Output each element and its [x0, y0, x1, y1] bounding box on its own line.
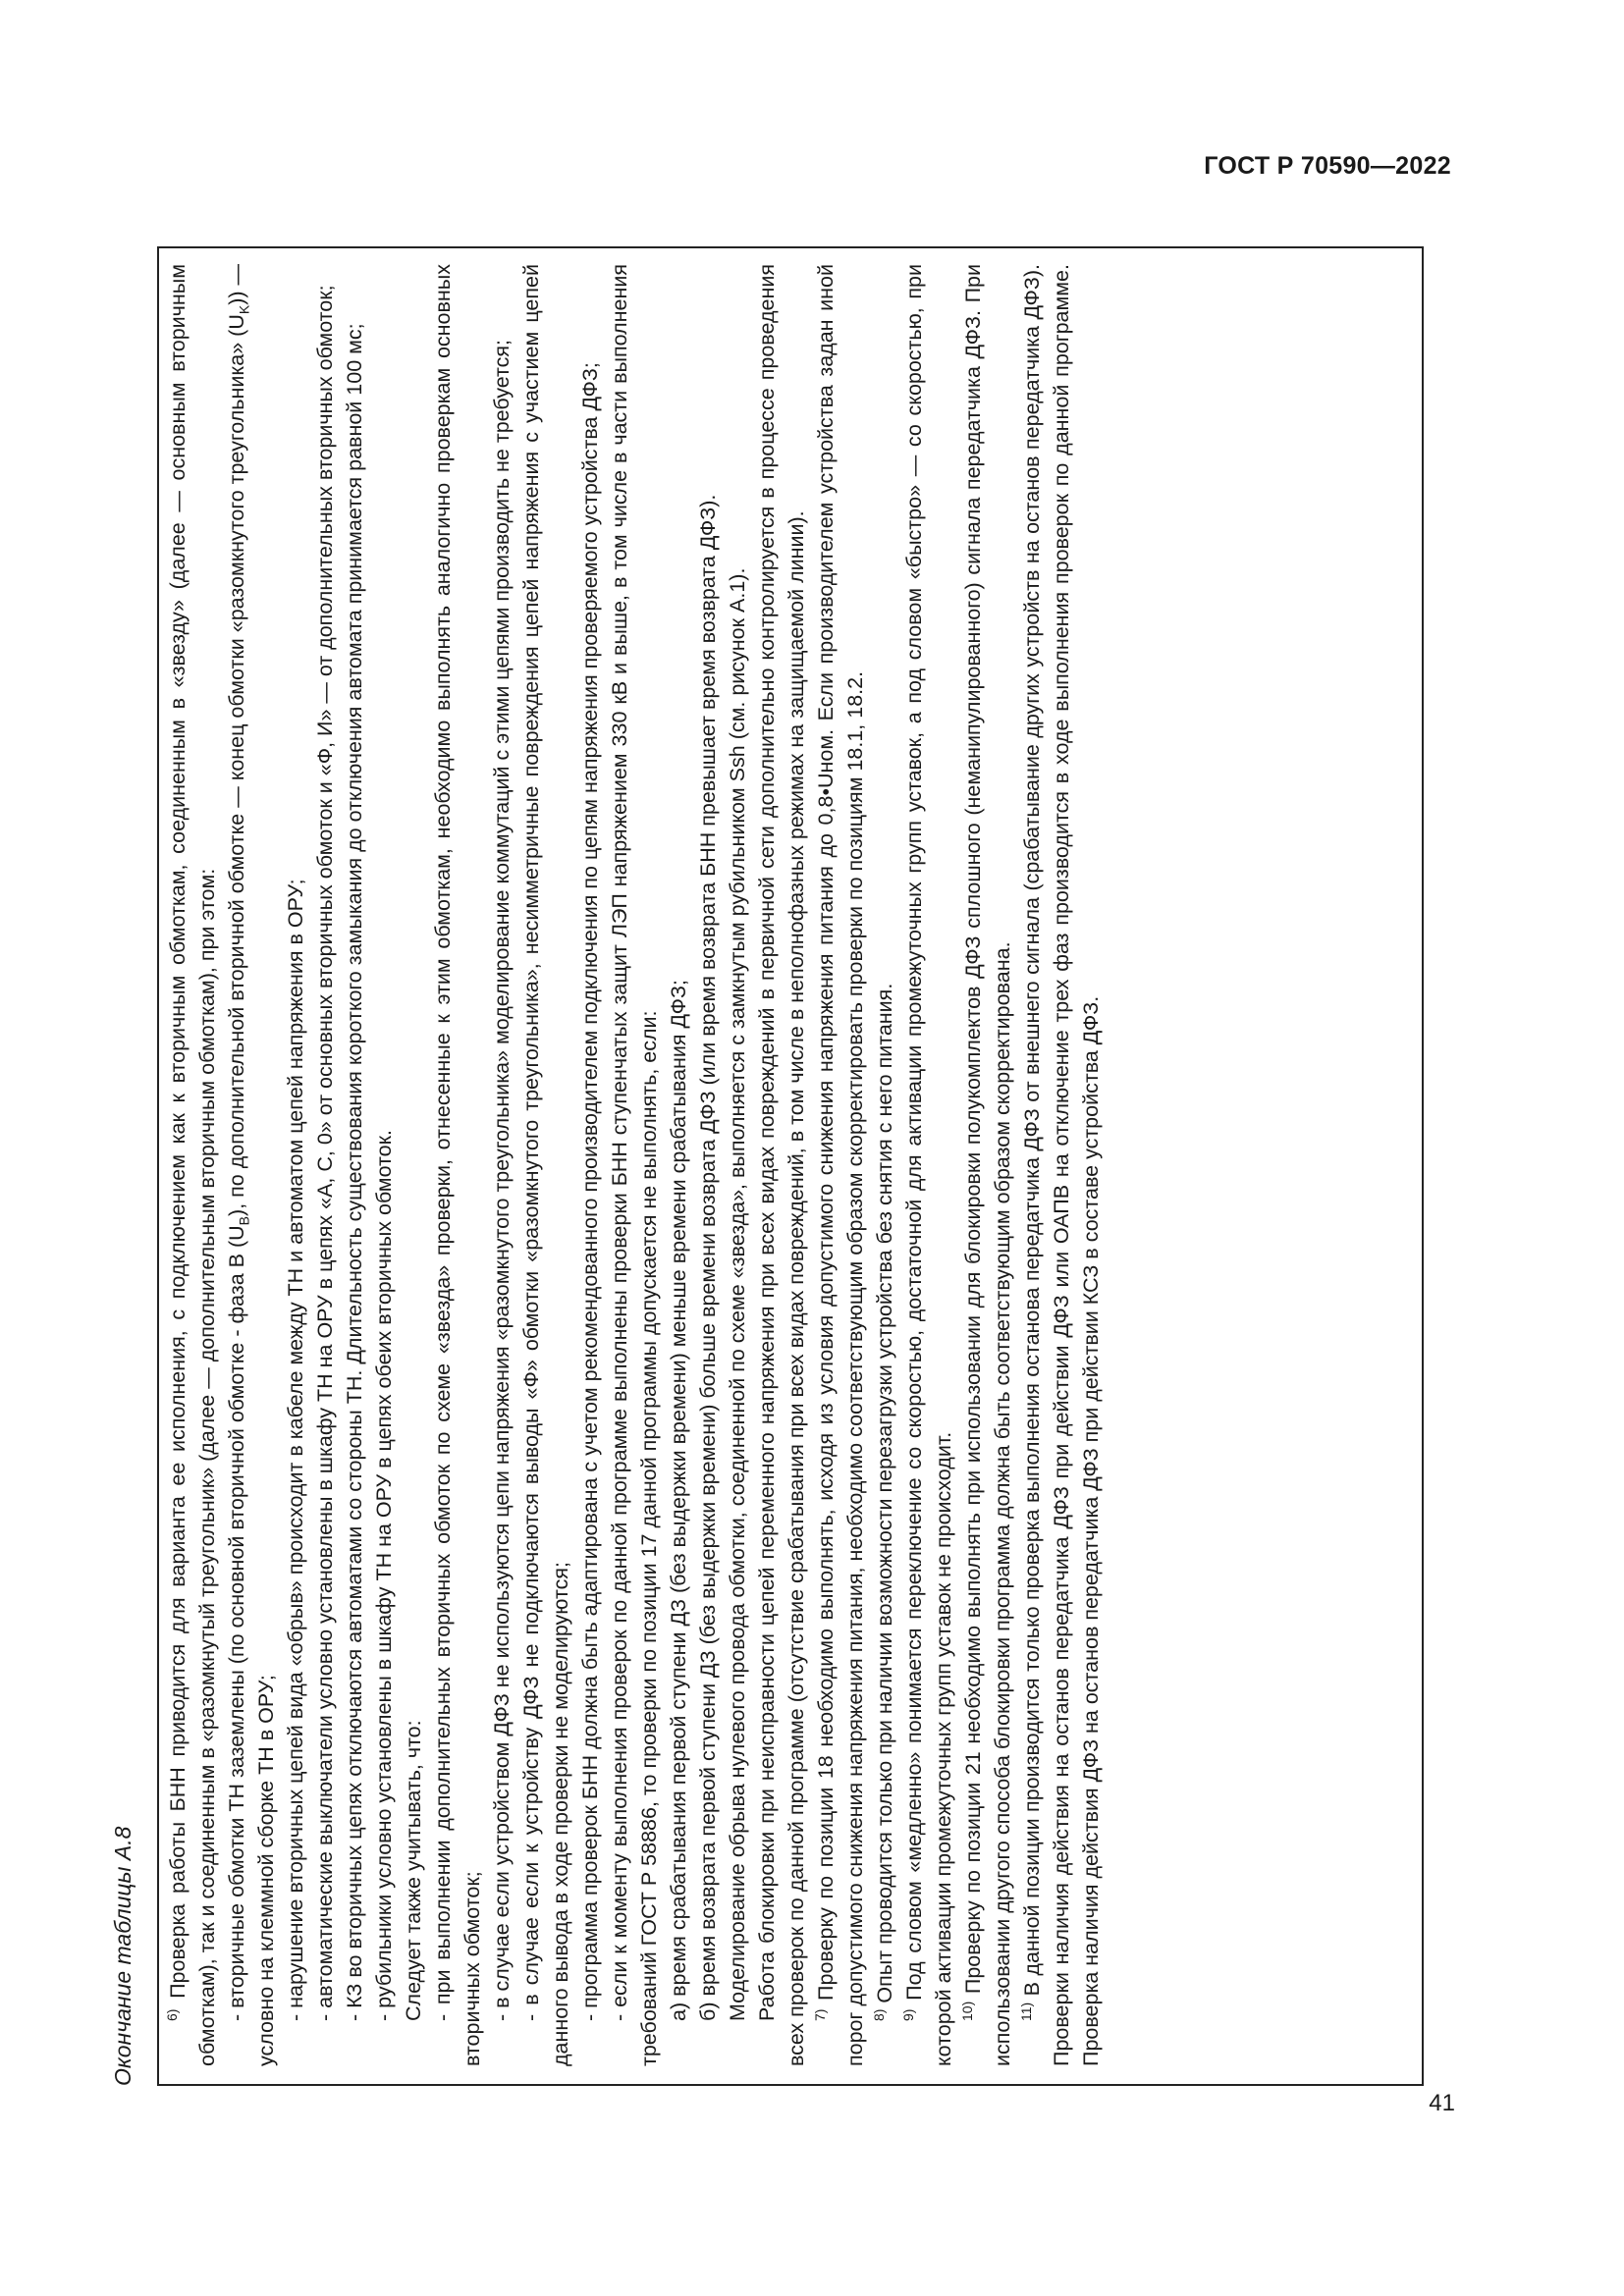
footnote-line: - если к моменту выполнения проверок по данной программе выполнены проверки БНН ступенчатых защит ЛЭП напряжением 330 кВ и выше, в том числе в части выполнения требований ГОСТ Р 58886, то проверки по позиции 17 данной программы допускается не выполнять, если:: [608, 264, 661, 2066]
footnote-text: Проверку по позиции 18 необходимо выполнять, исходя из условия допустимого снижения напряжения питания до 0,8•Uном. Если производителем устройства задан иной порог допустимого снижения напряжения питания, необходимо соответствующим образом скорректировать проверки по позициям 18.1, 18.2.: [814, 264, 867, 2066]
footnote-line: - нарушение вторичных цепей вида «обрыв» происходит в кабеле между ТН и автоматом цепей напряжения в ОРУ;: [284, 879, 307, 2021]
footnote-mark: 7): [811, 2008, 828, 2021]
footnote-9: [899, 264, 958, 2066]
footnote-line: - в случае если к устройству ДФЗ не подключаются выводы «Ф» обмотки «разомкнутого треугольника», несимметричные повреждения цепей напряжения с участием цепей данного вывода в ходе проверки не моделируются;: [519, 264, 572, 2066]
footnote-line: Моделирование обрыва нулевого провода обмотки, соединенной по схеме «звезда», выполняется с замкнутым рубильником Ssh (см. рисунок А.1).: [726, 567, 749, 2021]
footnote-text: - вторичные обмотки ТН заземлены (по основной вторичной обмотке - фаза B (U: [225, 1225, 248, 2021]
footnote-text: Проверка работы БНН приводится для варианта ее исполнения, с подключением как к вторичным обмоткам, соединенным в «звезду» (далее — основным вторичным обмоткам), так и соединенным в «разомкнутый треугольник» (далее — дополнительным вторичным обмоткам), при этом:: [166, 264, 219, 2066]
footnote-line: - в случае если устройством ДФЗ не используются цепи напряжения «разомкнутого треугольника» моделирование коммутаций с этими цепями производить не требуется;: [490, 340, 514, 2021]
footnotes-table: [157, 246, 1424, 2086]
footnote-text: )) — условно на клеммной сборке ТН в ОРУ;: [225, 263, 278, 2066]
footnote-8: [870, 264, 899, 2066]
footnote-mark: 6): [163, 2008, 180, 2021]
footnote-mark: 11): [1017, 2002, 1034, 2021]
footnote-7: [811, 264, 870, 2066]
footnote-10: [958, 264, 1017, 2066]
footnote-line: Работа блокировки при неисправности цепей переменного напряжения при всех видах повреждений в первичной сети дополнительно контролируется в процессе проведения всех проверок по данной программе (отсутствие срабатывания при всех видах повреждений, в том числе в неполнофазных режимах на защищаемой линии).: [755, 264, 808, 2066]
footnote-6: [163, 264, 222, 2066]
footnote-mark: 8): [870, 2008, 887, 2021]
footnote-text: В данной позиции производится только проверка выполнения останова передатчика ДФЗ от внешнего сигнала (срабатывание других устройств на останов передатчика ДФЗ). Проверки наличия действия на останов передатчика ДФЗ при действии ДФЗ или ОАПВ на отключение трех фаз производится в ходе выполнения проверок по данной программе. Проверка наличия действия ДФЗ на останов передатчика ДФЗ при действии КСЗ в составе устройства ДФЗ.: [1020, 264, 1103, 2066]
rotated-page-area: [103, 240, 1429, 2086]
footnote-line: - автоматические выключатели условно установлены в шкафу ТН на ОРУ в цепях «А, С, 0» от основных вторичных обмоток и «Ф, И» — от дополнительных вторичных обмоток;: [313, 285, 337, 2021]
footnote-text: ), по дополнительной вторичной обмотке — конец обмотки «разомкнутого треугольника» (U: [225, 314, 248, 1216]
footnote-line: б) время возврата первой ступени ДЗ (без выдержки времени) больше времени возврата ДФЗ (или время возврата БНН превышает время возврата ДФЗ).: [696, 494, 720, 2021]
footnote-line: [222, 264, 281, 2066]
footnote-line: - программа проверок БНН должна быть адаптирована с учетом рекомендованного производителем подключения по цепям напряжения проверяемого устройства ДФЗ;: [578, 362, 602, 2021]
footnote-line: Следует также учитывать, что:: [402, 1720, 425, 2021]
table-caption: Окончание таблицы А.8: [110, 1826, 135, 2086]
footnote-line: - при выполнении дополнительных вторичных обмоток по схеме «звезда» проверки, отнесенные к этим обмоткам, необходимо выполнять аналогично проверкам основных вторичных обмоток;: [431, 264, 484, 2066]
subscript: B: [236, 1215, 252, 1226]
footnote-line: - рубильники условно установлены в шкафу ТН на ОРУ в цепях обеих вторичных обмоток.: [372, 1130, 396, 2021]
footnote-text: Под словом «медленно» понимается переключение со скоростью, достаточной для активации промежуточных групп уставок, а под словом «быстро» — со скоростью, при которой активации промежуточных групп уставок не происходит.: [902, 263, 955, 2066]
footnote-text: Проверку по позиции 21 необходимо выполнять при использовании для блокировки полукомплектов ДФЗ сплошного (неманипулированного) сигнала передатчика ДФЗ. При использовании другого способа блокировки программа должна быть соответствующим образом скорректирована.: [961, 264, 1014, 2066]
footnote-mark: 10): [958, 2001, 975, 2021]
subscript: K: [236, 304, 252, 315]
footnote-line: - КЗ во вторичных цепях отключаются автоматами со стороны ТН. Длительность существования короткого замыкания до отключения автомата принимается равной 100 мс;: [343, 323, 366, 2021]
page-number: 41: [1429, 2090, 1455, 2116]
footnote-text: Опыт проводится только при наличии возможности перезагрузки устройства без снятия с него питания.: [873, 983, 896, 2003]
footnote-mark: 9): [899, 2008, 916, 2021]
document-header: ГОСТ Р 70590—2022: [1204, 152, 1451, 180]
footnote-11: [1017, 264, 1106, 2066]
rotated-content: [103, 240, 1429, 2086]
footnote-line: а) время срабатывания первой ступени ДЗ (без выдержки времени) меньше времени срабатывания ДФЗ;: [667, 980, 690, 2021]
